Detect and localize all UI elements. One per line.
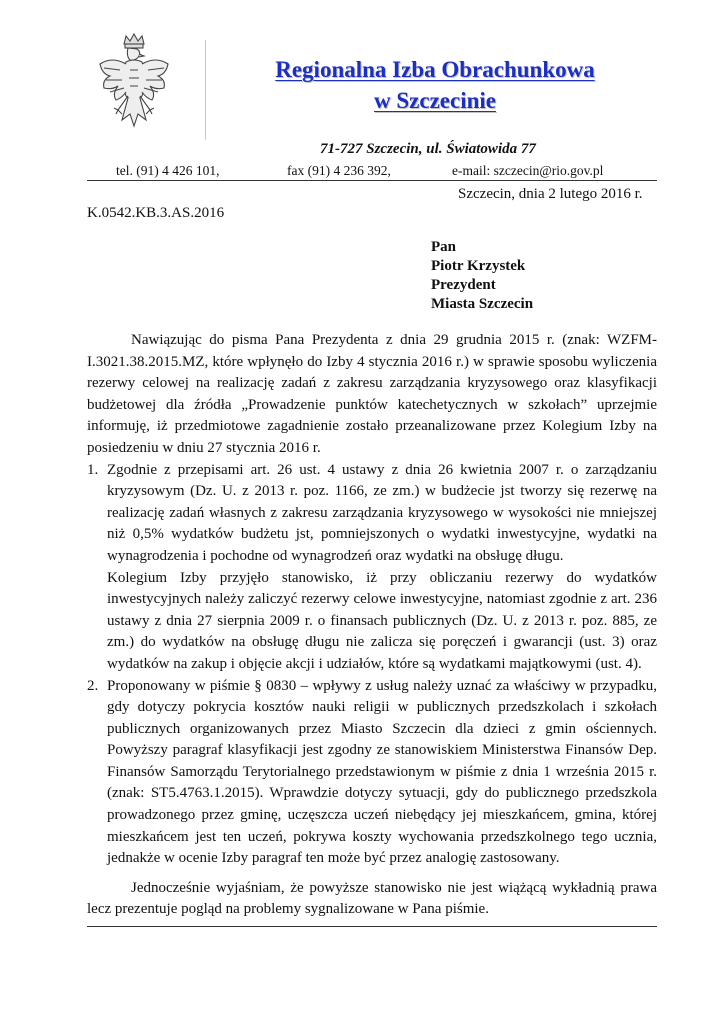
fax-number: fax (91) 4 236 392, xyxy=(287,163,391,178)
organization-name: Regionalna Izba Obrachunkowa xyxy=(275,57,595,82)
contact-rule xyxy=(87,180,657,181)
item-paragraph: Proponowany w piśmie § 0830 – wpływy z usług należy uznać za właściwy w przypadku, gdy dotyczy pokrycia kosztów nauki religii w publicznych przedszkolach i szkołach publicznych organizowanych przez Miasto Szczecin dla dzieci z gmin ościennych. Powyższy paragraf klasyfikacji jest zgodny ze stanowiskiem Ministerstwa Finansów Dep. Finansów Samorządu Terytorialnego przedstawionym w piśmie z dnia 1 września 2015 r. (znak: ST5.4763.1.2015). Wprawdzie dotyczy sytuacji, gdy do publicznego przedszkola prowadzonego przez gminę, uczęszcza uczeń niebędący jej mieszkańcem, gmina, której mieszkańcem jest ten uczeń, pokrywa koszty wychowania przedszkolnego tego ucznia, jednakże w ocenie Izby paragraf ten może być przez analogię zastosowany. xyxy=(107,677,657,867)
organization-address: 71-727 Szczecin, ul. Światowida 77 xyxy=(320,141,536,157)
list-item xyxy=(87,676,657,870)
letter-date: Szczecin, dnia 2 lutego 2016 r. xyxy=(458,186,643,202)
letter-body xyxy=(87,330,657,921)
footer-rule xyxy=(87,926,657,927)
numbered-points xyxy=(87,460,657,870)
closing-paragraph: Jednocześnie wyjaśniam, że powyższe stanowisko nie jest wiążącą wykładnią prawa lecz prezentuje pogląd na problemy sygnalizowane w Pana piśmie. xyxy=(87,879,657,918)
recipient-salutation: Pan xyxy=(431,239,457,255)
recipient-office: Miasta Szczecin xyxy=(431,296,534,312)
list-item xyxy=(87,460,657,676)
item-paragraph: Kolegium Izby przyjęło stanowisko, iż przy obliczaniu rezerwy do wydatków inwestycyjnych należy zaliczyć rezerwy celowe inwestycyjne, natomiast zgodnie z art. 236 ustawy z dnia 27 sierpnia 2009 r. o finansach publicznych (Dz. U. z 2013 r. poz. 885, ze zm.) do wydatków na obsługę długu nie zalicza się poręczeń i gwarancji (ust. 3) oraz wydatków na zakup i objęcie akcji i udziałów, które są wydatkami majątkowymi (ust. 4). xyxy=(107,569,657,672)
recipient-title: Prezydent xyxy=(431,277,496,293)
header-divider xyxy=(205,40,206,140)
organization-city: w Szczecinie xyxy=(374,88,496,113)
item-paragraph: Zgodnie z przepisami art. 26 ust. 4 ustawy z dnia 26 kwietnia 2007 r. o zarządzaniu kryzysowym (Dz. U. z 2013 r. poz. 1166, ze zm.) w budżecie jst tworzy się rezerwę na realizację zadań własnych z zakresu zarządzania kryzysowego w wysokości nie mniejszej niż 0,5% wydatków budżetu jst, pomniejszonych o wydatki inwestycyjne, wydatki na wynagrodzenia i pochodne od wynagrodzeń oraz wydatki na obsługę długu. xyxy=(107,461,657,564)
item-number: 1. xyxy=(87,461,99,478)
phone-number: tel. (91) 4 426 101, xyxy=(116,163,220,178)
intro-paragraph: Nawiązując do pisma Pana Prezydenta z dnia 29 grudnia 2015 r. (znak: WZFM-I.3021.38.2015.MZ, które wpłynęło do Izby 4 stycznia 2016 r.) w sprawie sposobu wyliczenia rezerwy celowej na realizację zadań z zakresu zarządzania kryzysowego oraz klasyfikacji budżetowej dla źródła „Prowadzenie punktów katechetycznych w szkołach” uprzejmie informuję, iż przedmiotowe zagadnienie zostało przeanalizowane przez Kolegium Izby na posiedzeniu w dniu 27 stycznia 2016 r. xyxy=(87,332,657,456)
item-number: 2. xyxy=(87,677,99,694)
polish-eagle-emblem-icon xyxy=(92,30,176,134)
recipient-name: Piotr Krzystek xyxy=(431,258,526,274)
reference-number: K.0542.KB.3.AS.2016 xyxy=(87,205,225,221)
email-address: e-mail: szczecin@rio.gov.pl xyxy=(452,163,604,178)
recipient-block xyxy=(431,238,533,314)
